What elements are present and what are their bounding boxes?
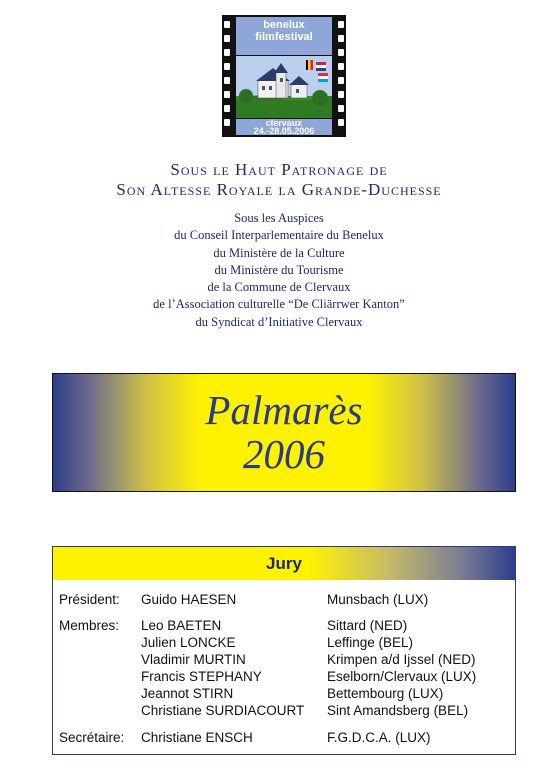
film-hole (338, 21, 344, 28)
jury-place: Krimpen a/d Ijssel (NED) (327, 652, 476, 667)
film-hole (224, 35, 230, 42)
jury-role: Président: (59, 592, 120, 607)
jury-box (52, 546, 516, 755)
auspices-line: du Ministère de la Culture (213, 245, 345, 260)
logo-date-frame (236, 119, 332, 135)
palmares-banner (52, 373, 516, 492)
jury-place: Sint Amandsberg (BEL) (327, 703, 469, 718)
film-hole (338, 77, 344, 84)
auspices-line: de la Commune de Clervaux (207, 280, 351, 295)
film-hole (338, 63, 344, 70)
jury-name: Christiane SURDIACOURT (141, 703, 305, 718)
festival-logo (222, 15, 346, 137)
logo-title-line2: filmfestival (255, 31, 313, 43)
logo-title-frame (236, 17, 332, 55)
jury-name: Jeannot STIRN (141, 686, 234, 701)
jury-name: Julien LONCKE (141, 635, 236, 650)
jury-name: Francis STEPHANY (141, 669, 262, 684)
jury-role: Membres: (59, 618, 120, 633)
auspices-line: du Conseil Interparlementaire du Benelux (174, 228, 384, 243)
film-hole (224, 49, 230, 56)
jury-place: Leffinge (BEL) (327, 635, 414, 650)
jury-place: F.G.D.C.A. (LUX) (327, 730, 431, 745)
banner-title: Palmarès (205, 387, 363, 433)
patronage-line2: Son Altesse Royale la Grande-Duchesse (116, 180, 442, 199)
banner-year: 2006 (243, 431, 325, 477)
film-hole (338, 119, 344, 126)
jury-name: Leo BAETEN (141, 618, 222, 633)
logo-title-line1: benelux (263, 19, 305, 31)
jury-place: Eselborn/Clervaux (LUX) (327, 669, 477, 684)
jury-name: Christiane ENSCH (141, 730, 253, 745)
auspices-block (0, 210, 558, 331)
jury-place: Sittard (NED) (327, 618, 408, 633)
film-hole (338, 49, 344, 56)
film-hole (224, 77, 230, 84)
film-hole (224, 63, 230, 70)
auspices-line: du Syndicat d’Initiative Clervaux (195, 314, 363, 329)
film-hole (224, 21, 230, 28)
film-hole (224, 105, 230, 112)
film-hole (224, 91, 230, 98)
jury-role: Secrétaire: (59, 730, 125, 745)
auspices-line: de l’Association culturelle “De Cliärrwer Kanton” (153, 297, 405, 312)
film-hole (338, 105, 344, 112)
jury-name: Vladimir MURTIN (141, 652, 246, 667)
castle-image (236, 56, 332, 118)
film-hole (338, 35, 344, 42)
jury-place: Bettembourg (LUX) (327, 686, 444, 701)
auspices-line: du Ministère du Tourisme (214, 262, 344, 277)
castle-illustration (236, 56, 332, 118)
jury-name: Guido HAESEN (141, 592, 237, 607)
patronage-line1: Sous le Haut Patronage de (170, 160, 388, 179)
jury-title: Jury (53, 547, 515, 580)
film-hole (224, 119, 230, 126)
logo-location: clervaux (265, 118, 303, 128)
logo-dates: 24.-28.05.2006 (253, 126, 315, 136)
auspices-line: Sous les Auspices (234, 211, 324, 225)
film-hole (338, 91, 344, 98)
jury-place: Munsbach (LUX) (327, 592, 429, 607)
